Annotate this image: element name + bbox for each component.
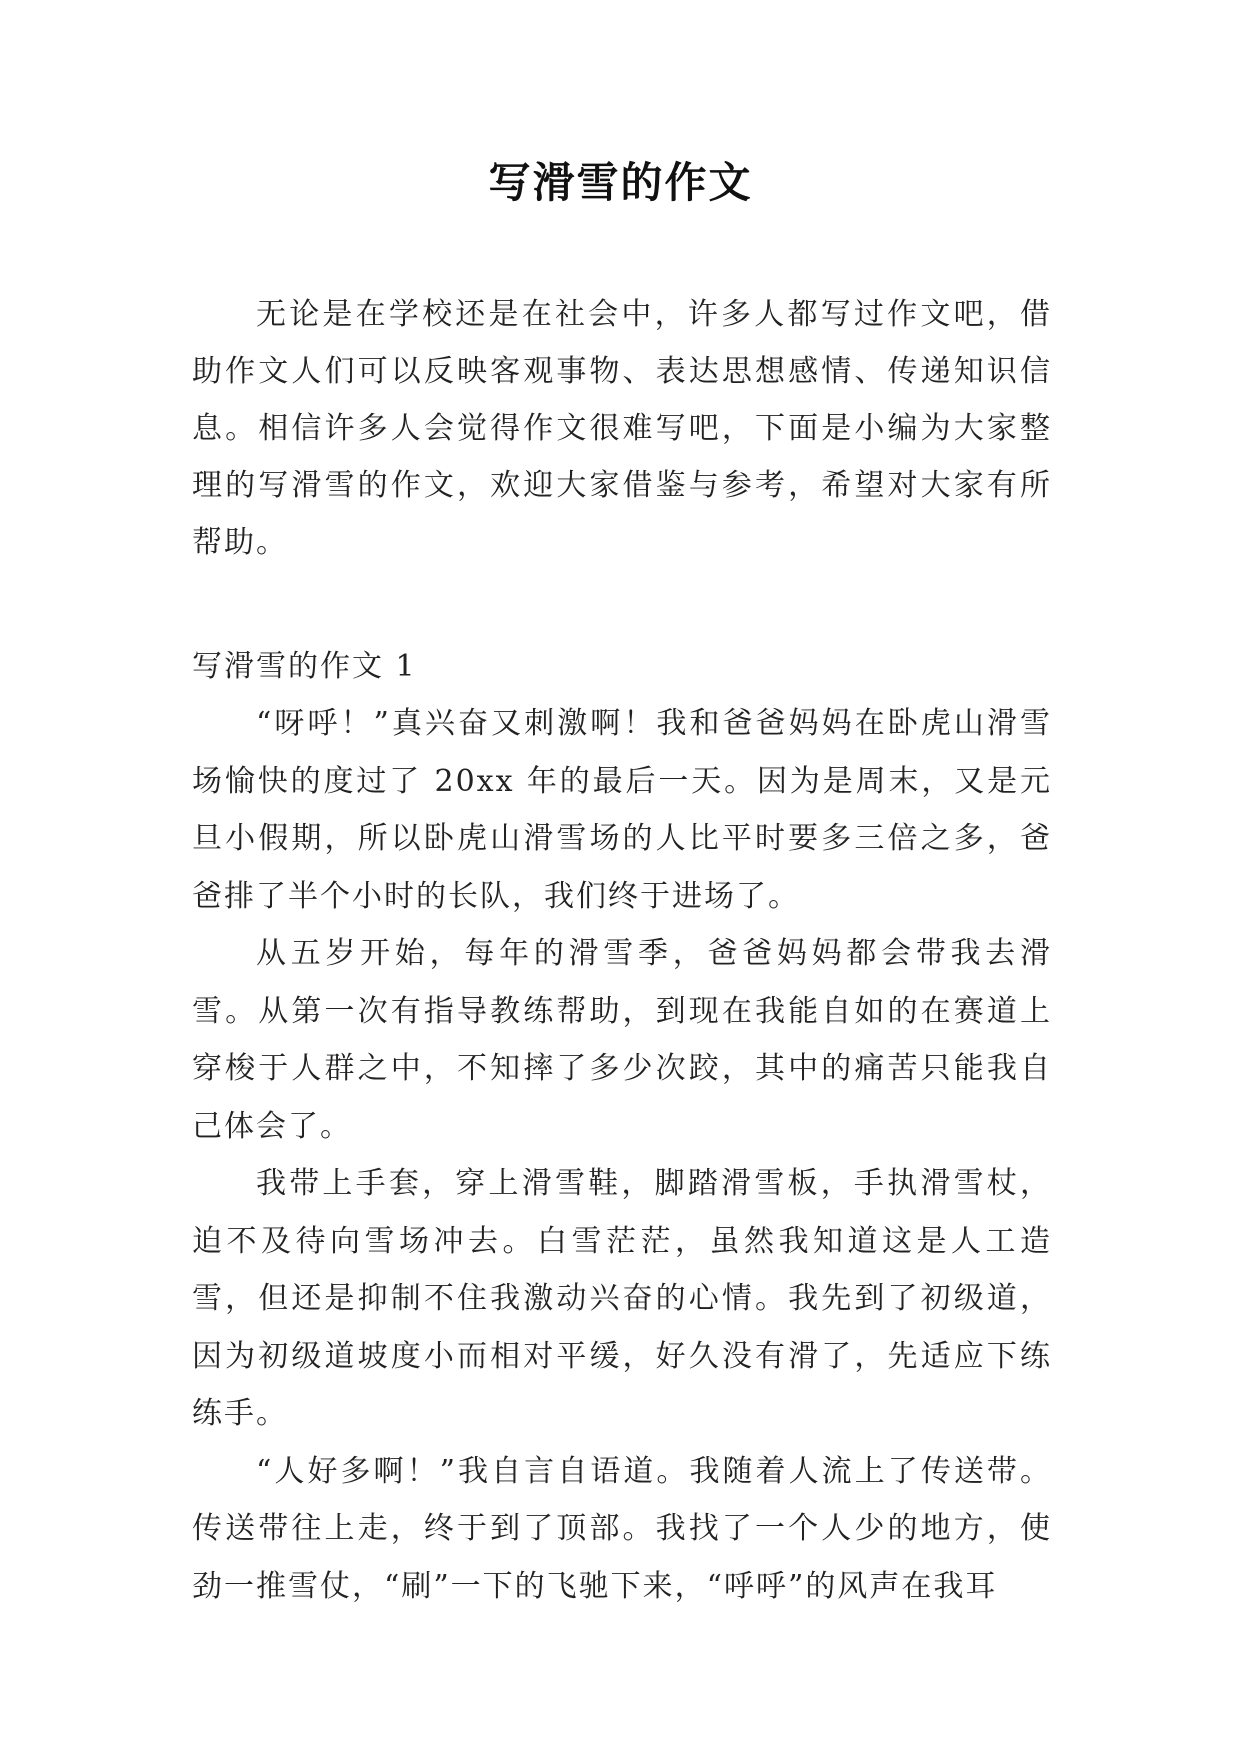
intro-paragraph-block bbox=[192, 286, 1052, 571]
essay-paragraph-4: “人好多啊！”我自言自语道。我随着人流上了传送带。传送带往上走，终于到了顶部。我找了一个人少的地方，使劲一推雪仗，“刷”一下的飞驰下来，“呼呼”的风声在我耳 bbox=[192, 1453, 1052, 1604]
essay-paragraph-2: 从五岁开始，每年的滑雪季，爸爸妈妈都会带我去滑雪。从第一次有指导教练帮助，到现在我能自如的在赛道上穿梭于人群之中，不知摔了多少次跤，其中的痛苦只能我自己体会了。 bbox=[192, 936, 1052, 1144]
document-title: 写滑雪的作文 bbox=[488, 158, 753, 207]
essay-paragraph-3: 我带上手套，穿上滑雪鞋，脚踏滑雪板，手执滑雪杖，迫不及待向雪场冲去。白雪茫茫，虽然我知道这是人工造雪，但还是抑制不住我激动兴奋的心情。我先到了初级道，因为初级道坡度小而相对平缓，好久没有滑了，先适应下练练手。 bbox=[192, 1166, 1052, 1431]
essay-body bbox=[192, 695, 1052, 1615]
intro-paragraph: 无论是在学校还是在社会中，许多人都写过作文吧，借助作文人们可以反映客观事物、表达思想感情、传递知识信息。相信许多人会觉得作文很难写吧，下面是小编为大家整理的写滑雪的作文，欢迎大家借鉴与参考，希望对大家有所帮助。 bbox=[192, 297, 1052, 560]
essay-paragraph-1: “呀呼！”真兴奋又刺激啊！我和爸爸妈妈在卧虎山滑雪场愉快的度过了 20xx 年的最后一天。因为是周末，又是元旦小假期，所以卧虎山滑雪场的人比平时要多三倍之多，爸爸排了半个小时的长队，我们终于进场了。 bbox=[192, 706, 1052, 914]
section-heading: 写滑雪的作文 1 bbox=[192, 649, 417, 684]
